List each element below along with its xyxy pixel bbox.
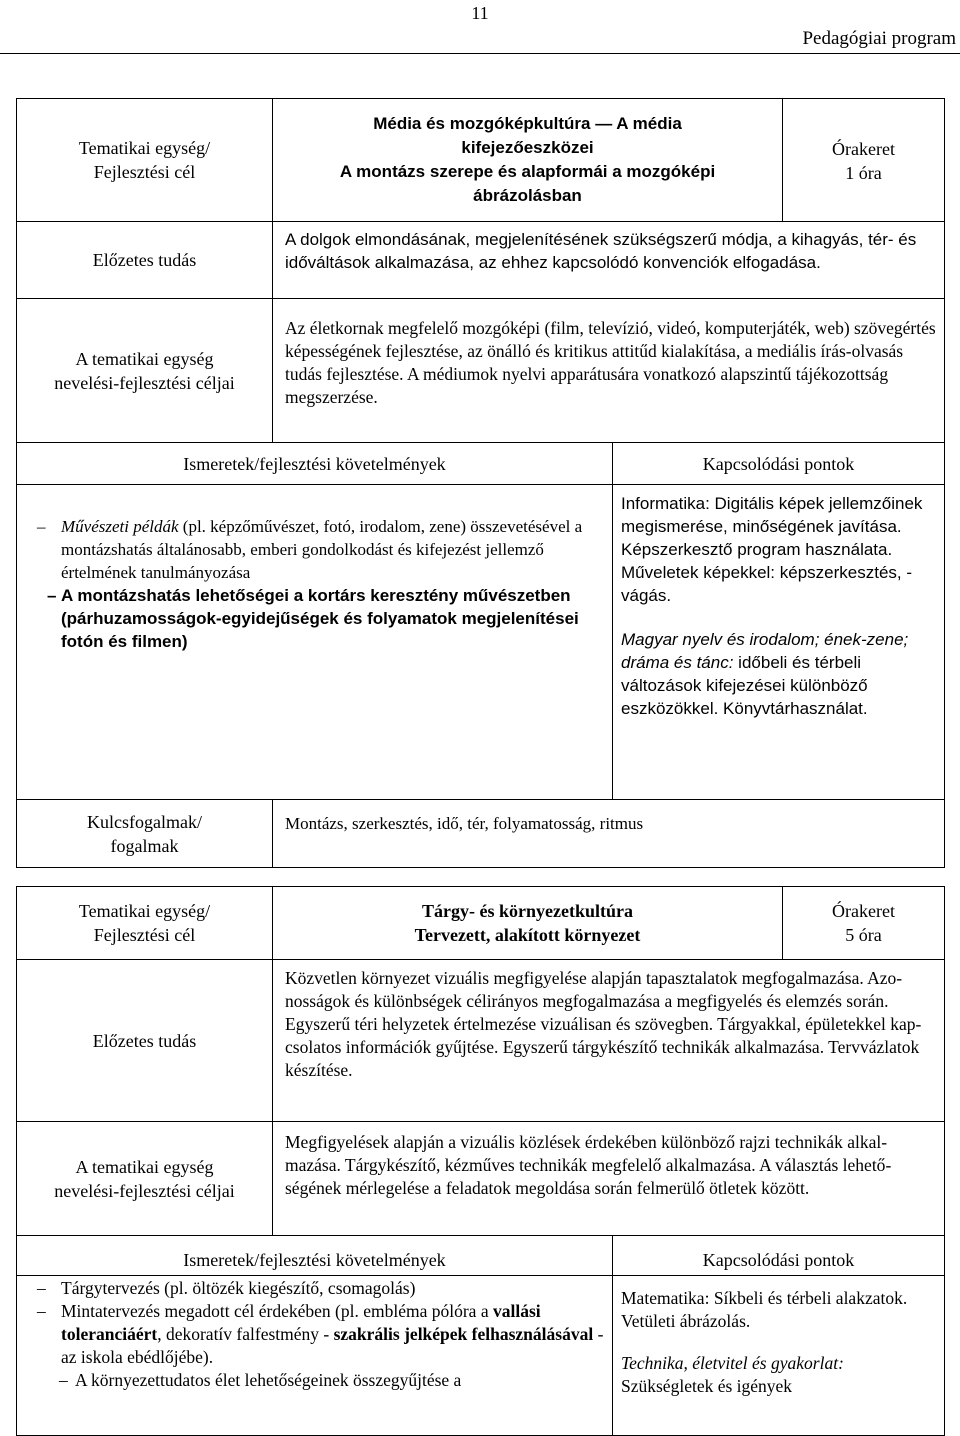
- unit1-title: Média és mozgóképkultúra — A média kifejezőeszközei A montázs szerepe és alapformái a mozgóképi ábrázolásban: [273, 99, 783, 222]
- unit2-links: [613, 1276, 945, 1436]
- running-head: Pedagógiai program: [802, 28, 956, 49]
- unit2-goals-text: Megfigyelések alapján a vizuális közlések érdekében különböző rajzi technikák alkalmazása. Tárgykészítő, kézműves technikák megfelelő alkalmazása. A választás lehetőségének mérlegelése a feladatok megoldása során felmerülő ötletek között.: [273, 1122, 945, 1236]
- list-item: – Művészeti példák (pl. képzőművészet, fotó, irodalom, zene) összevetésével a montázshatás általánosabb, emberi gondolkodást és kifejezést jellemző értelmének tanulmányozása: [37, 517, 583, 582]
- unit1-links-header: Kapcsolódási pontok: [613, 443, 945, 485]
- list-item: – Mintatervezés megadott cél érdekében (pl. embléma pólóra a vallási toleranciáért, dekoratív falfestmény - szakrális jelképek felhasználásával - az iskola ebédlőjébe).: [37, 1301, 604, 1367]
- link-literature: Magyar nyelv és irodalom; ének-zene; dráma és tánc: időbeli és térbeli változások kifejezései különböző eszközökkel. Könyvtárhasználat.: [621, 630, 909, 718]
- unit2-title: Tárgy- és környezetkultúra Tervezett, alakított környezet: [273, 887, 783, 960]
- unit1-links: [613, 485, 945, 800]
- unit2-table: [16, 886, 945, 1436]
- unit2-topic-label: Tematikai egység/ Fejlesztési cél: [17, 887, 273, 960]
- unit2-hours: Órakeret 5 óra: [783, 887, 945, 960]
- unit1-table: [16, 98, 945, 868]
- unit2-links-header: Kapcsolódási pontok: [613, 1236, 945, 1276]
- unit2-requirements: [17, 1276, 613, 1436]
- list-item: – Tárgytervezés (pl. öltözék kiegészítő, csomagolás): [37, 1278, 416, 1298]
- link-technology: Technika, életvitel és gyakorlat: Szükségletek és igények: [621, 1353, 844, 1396]
- unit1-keywords: Montázs, szerkesztés, idő, tér, folyamatosság, ritmus: [273, 800, 945, 868]
- unit2-prior-text: Közvetlen környezet vizuális megfigyelése alapján tapasztalatok megfogalmazása. Azonosságok és különbségek célirányos megfogalmazása a megfigyelés és elemzés során. Egyszerű téri helyzetek értelmezése vizuálisan és szövegben. Tárgyakkal, épületekkel kapcsolatos információk gyűjtése. Egyszerű tárgykészítő technikák alkalmazása. Tervvázlatok készítése.: [273, 960, 945, 1122]
- unit1-hours: Órakeret 1 óra: [783, 99, 945, 222]
- header-rule: [0, 53, 960, 54]
- unit1-keywords-label: Kulcsfogalmak/ fogalmak: [17, 800, 273, 868]
- unit1-goals-text: Az életkornak megfelelő mozgóképi (film, televízió, videó, komputerjáték, web) szövegértés képességének fejlesztése, az önálló és kritikus attitűd kialakítása, a mediális írás-olvasás tudás fejlesztése. A médiumok nyelvi apparátusára vonatkozó alapszintű tájékozottság megszerzése.: [273, 299, 945, 443]
- unit2-goals-label: A tematikai egység nevelési-fejlesztési céljai: [17, 1122, 273, 1236]
- unit1-prior-label: Előzetes tudás: [17, 222, 273, 299]
- unit1-goals-label: A tematikai egység nevelési-fejlesztési céljai: [17, 299, 273, 443]
- unit2-requirements-header: Ismeretek/fejlesztési követelmények: [17, 1236, 613, 1276]
- page-number: 11: [471, 3, 489, 23]
- link-informatics: Informatika: Digitális képek jellemzőinek megismerése, minőségének javítása. Képszerkesztő program használata. Műveletek képekkel: képszerkesztés, -vágás.: [621, 494, 923, 605]
- list-item: – A környezettudatos élet lehetőségeinek összegyűjtése a: [59, 1370, 462, 1390]
- unit1-topic-label: Tematikai egység/ Fejlesztési cél: [17, 99, 273, 222]
- unit2-prior-label: Előzetes tudás: [17, 960, 273, 1122]
- list-item: – A montázshatás lehetőségei a kortárs keresztény művészetben (párhuzamosságok-egyidejűségek és folyamatok megjelenítései fotón és filmen): [47, 586, 579, 651]
- unit1-requirements-header: Ismeretek/fejlesztési követelmények: [17, 443, 613, 485]
- unit1-prior-text: A dolgok elmondásának, megjelenítésének szükségszerű módja, a kihagyás, tér- és időváltások alkalmazása, az ehhez kapcsolódó konvenciók elfogadása.: [273, 222, 945, 299]
- link-math: Matematika: Síkbeli és térbeli alakzatok. Vetületi ábrázolás.: [621, 1288, 908, 1331]
- unit1-requirements: [17, 485, 613, 800]
